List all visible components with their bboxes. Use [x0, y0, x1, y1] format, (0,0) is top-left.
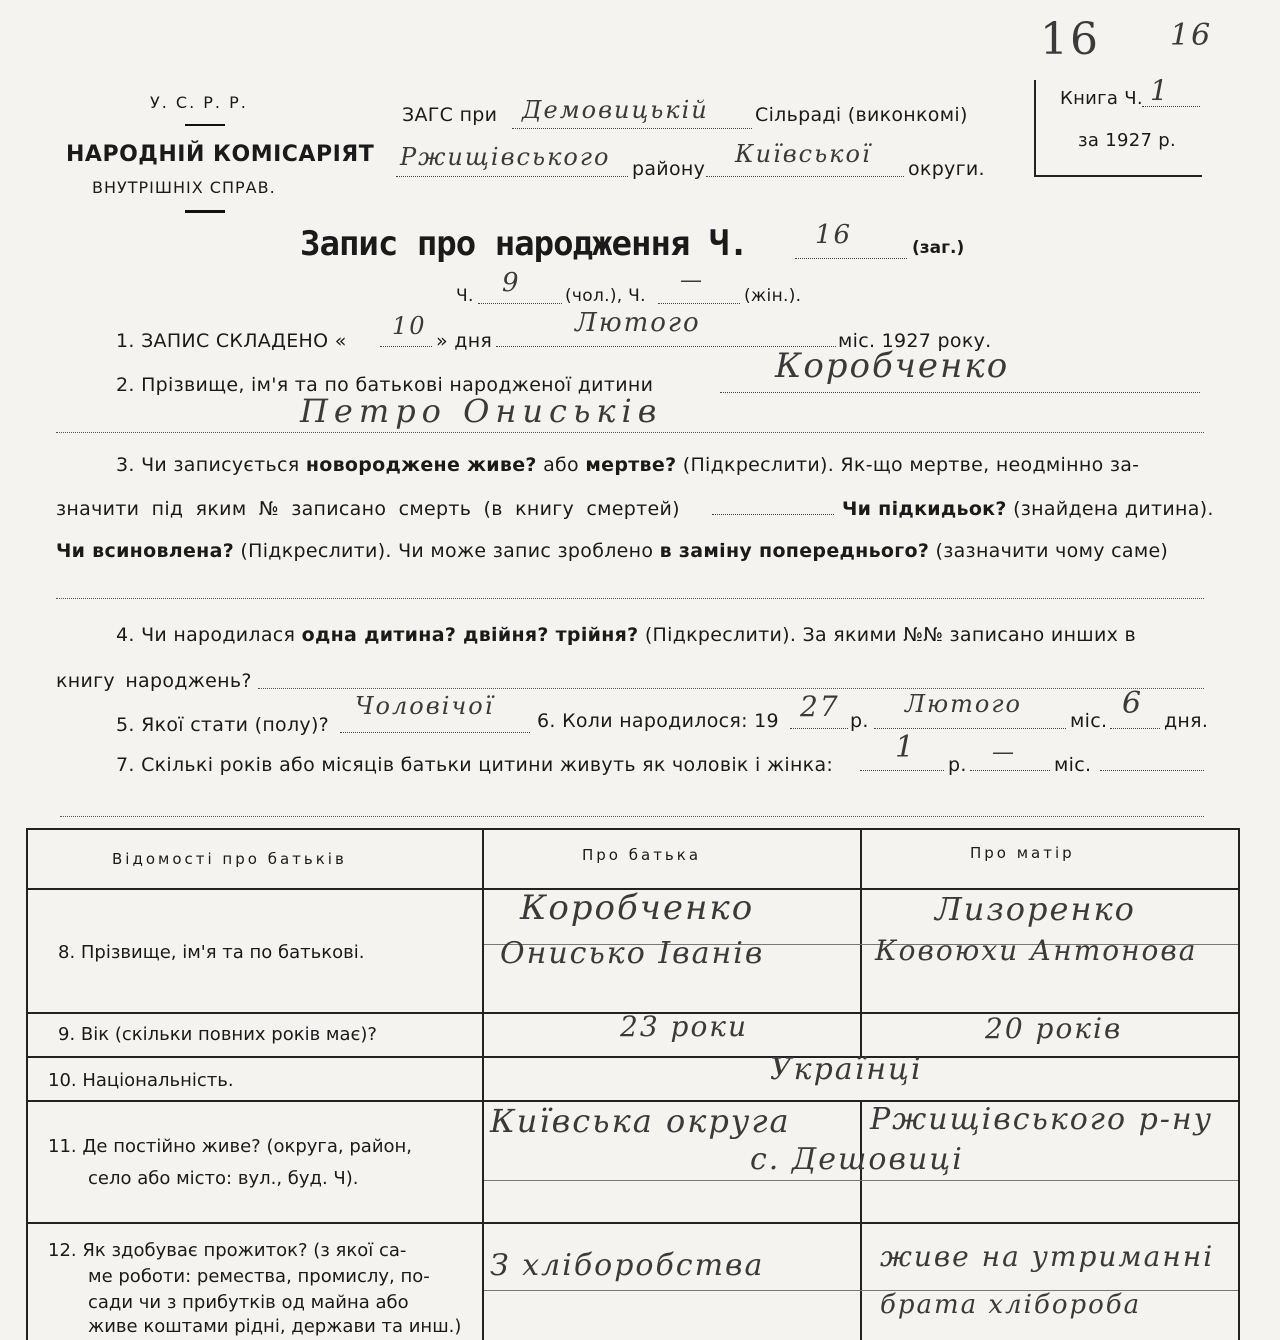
- header-info: Відомості про батьків: [112, 850, 347, 868]
- title-suffix: (заг.): [912, 238, 965, 258]
- row9-father: 23 роки: [620, 1010, 749, 1043]
- commissariat-label: НАРОДНІЙ КОМІСАРІЯТ: [66, 142, 375, 167]
- department-label: ВНУТРІШНІХ СПРАВ.: [92, 178, 276, 197]
- item4-text: (Підкреслити). За якими №№ записано инших в: [644, 624, 1137, 646]
- document-title: Запис про народження Ч.: [300, 224, 748, 264]
- item3-text: (зазначити чому саме): [935, 540, 1169, 562]
- item2-name: Петро Ониськів: [300, 392, 663, 430]
- divider: [185, 210, 225, 213]
- item4-line1: [116, 624, 1136, 646]
- item3-text: (знайдена дитина).: [1013, 498, 1214, 520]
- row12-father: З хліборобства: [490, 1248, 765, 1283]
- row8-father: Коробченко: [520, 888, 755, 928]
- item3-line3: [56, 540, 1168, 562]
- book-label: Книга Ч.: [1060, 88, 1143, 109]
- header-father: Про батька: [582, 846, 702, 864]
- table-inner-line: [484, 1180, 1238, 1181]
- table-border: [26, 828, 1240, 830]
- row8-mother: Лизоренко: [935, 890, 1136, 928]
- row11-label: 11. Де постійно живе? (округа, район,: [48, 1136, 413, 1157]
- item6-day-suffix: дня.: [1164, 710, 1209, 732]
- item7-answer-line: [60, 816, 1204, 817]
- okruha-line: [706, 176, 904, 177]
- item2-label: 2. Прізвище, ім'я та по батькові народженої дитини: [116, 374, 654, 396]
- item2-line2: [56, 432, 1204, 433]
- row10-label: 10. Національність.: [48, 1070, 234, 1091]
- item3-alive: новороджене живе?: [305, 454, 537, 476]
- table-divider: [860, 828, 862, 1058]
- row8-father2: Онисько Іванів: [500, 936, 765, 971]
- village-line: [512, 128, 752, 129]
- village-value: Демовицькій: [522, 96, 709, 124]
- item6-month-suffix: міс.: [1070, 710, 1108, 732]
- council-label: Сільраді (виконкомі): [755, 104, 968, 126]
- item7-years-suffix: р.: [948, 754, 967, 776]
- item6-month-line: [874, 728, 1066, 729]
- item3-answer-line: [56, 598, 1204, 599]
- row9-mother: 20 років: [985, 1012, 1123, 1045]
- item3-line2: [56, 498, 680, 520]
- item1-day-line: [380, 346, 432, 347]
- female-line: [658, 303, 740, 304]
- row10-both: Українці: [770, 1052, 923, 1087]
- title-number-line: [795, 258, 907, 259]
- book-number: 1: [1150, 74, 1170, 107]
- item6-month: Лютого: [905, 690, 1022, 718]
- item4-line2: книгу народжень?: [56, 670, 252, 692]
- row11-mother: Ржищівського р-ну: [870, 1102, 1214, 1137]
- male-line: [478, 303, 562, 304]
- item3-dead: мертве?: [585, 454, 677, 476]
- row12-label: живе коштами рідні, держави та инш.): [88, 1316, 462, 1337]
- row12-mother2: брата хлібороба: [880, 1290, 1142, 1320]
- zags-prefix: ЗАГС при: [402, 104, 498, 126]
- table-divider: [482, 828, 484, 1340]
- item7-months: —: [992, 740, 1016, 765]
- table-divider: [860, 1100, 862, 1340]
- item3-or: або: [543, 454, 579, 476]
- row11-label: село або місто: вул., буд. Ч).: [88, 1168, 359, 1189]
- item5-sex: Чоловічої: [355, 692, 495, 720]
- title-number: 16: [815, 220, 853, 250]
- corner-number: 16: [1170, 18, 1213, 53]
- row11-village: с. Дешовиці: [750, 1142, 964, 1177]
- row12-mother: живе на утриманні: [880, 1240, 1215, 1273]
- item3-text: (Підкреслити). Як-що мертве, неодмінно за-: [682, 454, 1140, 476]
- item1-year: міс. 1927 року.: [838, 330, 992, 352]
- item4-answer-line: [258, 688, 1204, 689]
- item6-day: 6: [1122, 686, 1144, 721]
- item7-years: 1: [895, 730, 917, 765]
- district-label: району: [632, 158, 706, 180]
- item7-years-line: [860, 770, 944, 771]
- item7-months-line: [970, 770, 1050, 771]
- male-number: 9: [502, 268, 521, 298]
- header-mother: Про матір: [970, 844, 1075, 862]
- item1-month: Лютого: [575, 308, 701, 338]
- divider: [185, 124, 225, 126]
- item4-options: одна дитина? двійня? трійня?: [301, 624, 639, 646]
- item1-day: 10: [392, 312, 427, 340]
- row8-mother2: Ковоюхи Антонова: [875, 934, 1198, 967]
- book-year: за 1927 р.: [1078, 130, 1177, 151]
- table-row-border: [26, 1056, 1240, 1058]
- item3-adopted: Чи всиновлена?: [56, 540, 235, 562]
- female-suffix: (жін.).: [744, 286, 802, 306]
- table-border: [26, 828, 28, 1340]
- table-border: [1238, 828, 1240, 1340]
- republic-label: У. С. Р. Р.: [150, 93, 248, 112]
- item6-year: 27: [800, 690, 840, 723]
- item7-months-suffix: міс.: [1054, 754, 1092, 776]
- item6-label: 6. Коли народилося: 19: [537, 710, 779, 732]
- row8-label: 8. Прізвище, ім'я та по батькові.: [58, 942, 365, 963]
- district-line: [396, 176, 628, 177]
- item3-line1: [116, 454, 1139, 476]
- male-suffix: (чол.), Ч.: [565, 286, 646, 306]
- item3-line2b: [842, 498, 1214, 520]
- district-value: Ржищівського: [400, 143, 611, 171]
- okruha-label: округи.: [908, 158, 985, 180]
- item5-label: 5. Якої стати (полу)?: [116, 714, 330, 736]
- item1-label: 1. ЗАПИС СКЛАДЕНО «: [116, 330, 347, 352]
- row12-label: ме роботи: ремества, промислу, по-: [88, 1266, 430, 1287]
- row11-father: Київська округа: [490, 1102, 791, 1140]
- female-number: —: [680, 268, 704, 293]
- item6-year-line: [790, 728, 848, 729]
- row9-label: 9. Вік (скільки повних років має)?: [58, 1024, 377, 1045]
- corner-mark: 16: [1040, 14, 1100, 65]
- item3-text: (Підкреслити). Чи може запис зроблено: [240, 540, 654, 562]
- item7-label: 7. Скількі років або місяців батьки цитини живуть як чоловік і жінка:: [116, 754, 834, 776]
- item2-surname: Коробченко: [775, 346, 1010, 386]
- item3-replacement: в заміну попереднього?: [659, 540, 930, 562]
- table-row-border: [26, 1222, 1240, 1224]
- item3-text: 3. Чи записується: [116, 454, 300, 476]
- item5-sex-line: [340, 732, 530, 733]
- row12-label: 12. Як здобуває прожиток? (з якої са-: [48, 1240, 407, 1261]
- item7-tail-line: [1100, 770, 1204, 771]
- male-prefix: Ч.: [456, 286, 474, 306]
- item6-day-line: [1110, 728, 1160, 729]
- row12-label: сади чи з прибутків од майна або: [88, 1292, 409, 1313]
- item4-text: 4. Чи народилася: [116, 624, 296, 646]
- okruha-value: Київської: [735, 140, 872, 168]
- item1-after-day: » дня: [436, 330, 493, 352]
- item6-year-suffix: р.: [850, 710, 869, 732]
- item2-line1: [720, 392, 1200, 393]
- item3-text: значити під яким № записано смерть (в книгу смертей): [56, 498, 680, 520]
- item3-death-line: [712, 514, 834, 515]
- item3-foundling: Чи підкидьок?: [842, 498, 1007, 520]
